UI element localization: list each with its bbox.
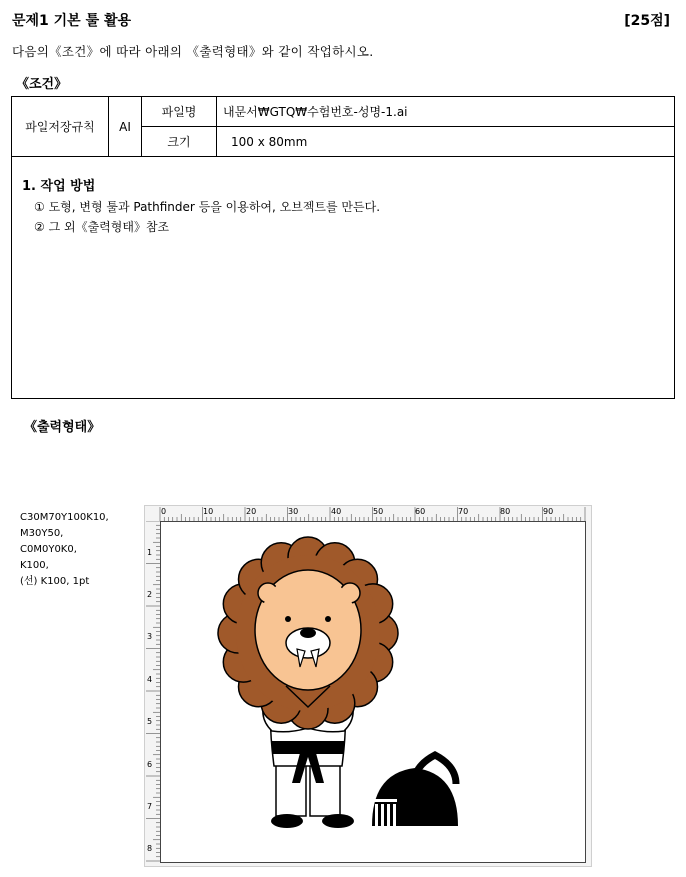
ruler-label: 1 xyxy=(147,548,153,557)
ruler-label: 30 xyxy=(288,507,299,516)
ruler-label: 0 xyxy=(161,507,167,516)
ruler-label: 20 xyxy=(246,507,257,516)
method-title: 1. 작업 방법 xyxy=(22,179,96,194)
conditions-table xyxy=(11,96,675,157)
ruler-label: 7 xyxy=(147,802,153,811)
ruler-label: 3 xyxy=(147,632,153,641)
instruction-text: 다음의《조건》에 따라 아래의 《출력형태》와 같이 작업하시오. xyxy=(12,44,374,59)
bag-stripe xyxy=(381,804,384,826)
ruler-label: 70 xyxy=(458,507,469,516)
file-format: AI xyxy=(109,97,142,157)
color-spec: C0M0Y0K0, xyxy=(20,544,77,555)
size-value: 100 x 80mm xyxy=(217,127,675,157)
score-label: [25점] xyxy=(624,13,670,29)
method-box xyxy=(11,157,675,399)
ruler-label: 50 xyxy=(373,507,384,516)
lion-left-shoe xyxy=(271,814,303,828)
color-spec: C30M70Y100K10, xyxy=(20,512,109,523)
bag-stripe-top xyxy=(373,799,397,802)
color-spec-list xyxy=(20,510,109,590)
bag-stripe xyxy=(375,804,378,826)
bag-body xyxy=(372,768,458,826)
ruler-label: 6 xyxy=(147,760,153,769)
vertical-ruler xyxy=(144,521,160,863)
ruler-label: 8 xyxy=(147,844,153,853)
ruler-label: 60 xyxy=(415,507,426,516)
lion-right-shoe xyxy=(322,814,354,828)
ruler-label: 2 xyxy=(147,590,153,599)
lion-illustration xyxy=(160,521,584,861)
belt xyxy=(272,741,344,754)
lion-right-eye xyxy=(325,616,331,622)
filename-label: 파일명 xyxy=(142,97,217,127)
ruler-label: 90 xyxy=(543,507,554,516)
filename-value: 내문서₩GTQ₩수험번호-성명-1.ai xyxy=(217,97,675,127)
lion-nose xyxy=(300,628,316,638)
ruler-label: 40 xyxy=(331,507,342,516)
color-spec: K100, xyxy=(20,560,49,571)
lion-left-eye xyxy=(285,616,291,622)
bag-stripe xyxy=(393,804,396,826)
ruler-label: 4 xyxy=(147,675,153,684)
output-heading: 《출력형태》 xyxy=(24,420,101,435)
method-item: ① 도형, 변형 툴과 Pathfinder 등을 이용하여, 오브젝트를 만든다. xyxy=(34,200,381,214)
color-spec: M30Y50, xyxy=(20,528,64,539)
ruler-label: 5 xyxy=(147,717,153,726)
ruler-label: 10 xyxy=(203,507,214,516)
method-item: ② 그 외《출력형태》참조 xyxy=(34,220,170,234)
bag-stripe xyxy=(387,804,390,826)
problem-title: 문제1 기본 툴 활용 xyxy=(12,13,132,29)
conditions-heading: 《조건》 xyxy=(16,77,68,92)
save-rule-label: 파일저장규칙 xyxy=(12,97,109,157)
size-label: 크기 xyxy=(142,127,217,157)
color-spec: (선) K100, 1pt xyxy=(20,576,90,587)
ruler-label: 80 xyxy=(500,507,511,516)
horizontal-ruler xyxy=(158,505,588,521)
